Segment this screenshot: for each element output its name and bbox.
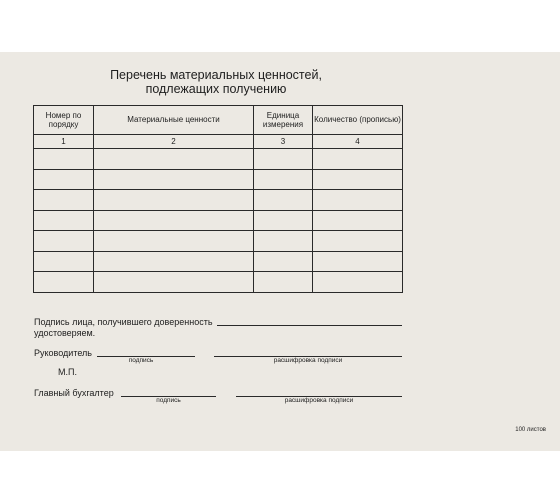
table-cell[interactable] [94,149,254,170]
table-cell[interactable] [313,169,403,190]
table-cell[interactable] [94,169,254,190]
table-cell[interactable] [313,210,403,231]
column-number: 1 [34,135,94,149]
manager-decoding-caption: расшифровка подписи [273,357,343,364]
accountant-label: Главный бухгалтер [34,388,114,398]
table-cell[interactable] [94,210,254,231]
table-cell[interactable] [313,231,403,252]
table-cell[interactable] [34,169,94,190]
table-row [34,210,403,231]
header-materials: Материальные ценности [94,106,254,135]
column-number: 2 [94,135,254,149]
table-cell[interactable] [34,231,94,252]
header-quantity: Количество (прописью) [313,106,403,135]
header-unit: Единица измерения [254,106,313,135]
table-row [34,272,403,293]
table-cell[interactable] [313,251,403,272]
table-row [34,169,403,190]
manager-label: Руководитель [34,348,92,358]
title-line-1: Перечень материальных ценностей, [110,68,322,82]
table-cell[interactable] [254,272,313,293]
table-cell[interactable] [94,231,254,252]
manager-signature-caption: подпись [128,357,154,364]
signature-line[interactable] [217,325,402,326]
table-cell[interactable] [34,272,94,293]
table-row [34,190,403,211]
table-cell[interactable] [34,190,94,211]
table-cell[interactable] [94,190,254,211]
column-number-row [34,135,403,149]
table-cell[interactable] [254,231,313,252]
title-line-2: подлежащих получению [145,82,287,96]
column-number: 3 [254,135,313,149]
table-cell[interactable] [254,149,313,170]
column-number: 4 [313,135,403,149]
table-cell[interactable] [254,169,313,190]
table-cell[interactable] [94,251,254,272]
table-cell[interactable] [254,210,313,231]
table-cell[interactable] [313,272,403,293]
table-cell[interactable] [34,210,94,231]
table-cell[interactable] [34,149,94,170]
materials-table [33,105,403,293]
table-cell[interactable] [254,190,313,211]
table-row [34,231,403,252]
accountant-decoding-caption: расшифровка подписи [284,397,354,404]
table-cell[interactable] [34,251,94,272]
table-cell[interactable] [313,190,403,211]
table-cell[interactable] [94,272,254,293]
header-row-number: Номер по порядку [34,106,94,135]
table-row [34,251,403,272]
table-cell[interactable] [254,251,313,272]
stamp-label: М.П. [58,367,77,377]
table-header-row [34,106,403,135]
sheet-count-note: 100 листов [515,427,546,433]
accountant-signature-caption: подпись [156,397,181,404]
table-row [34,149,403,170]
form-title [30,68,402,96]
signature-label-line-1: Подпись лица, получившего доверенность [34,317,213,327]
signature-label-line-2: удостоверяем. [34,328,96,338]
form-sheet [0,52,560,451]
table-cell[interactable] [313,149,403,170]
